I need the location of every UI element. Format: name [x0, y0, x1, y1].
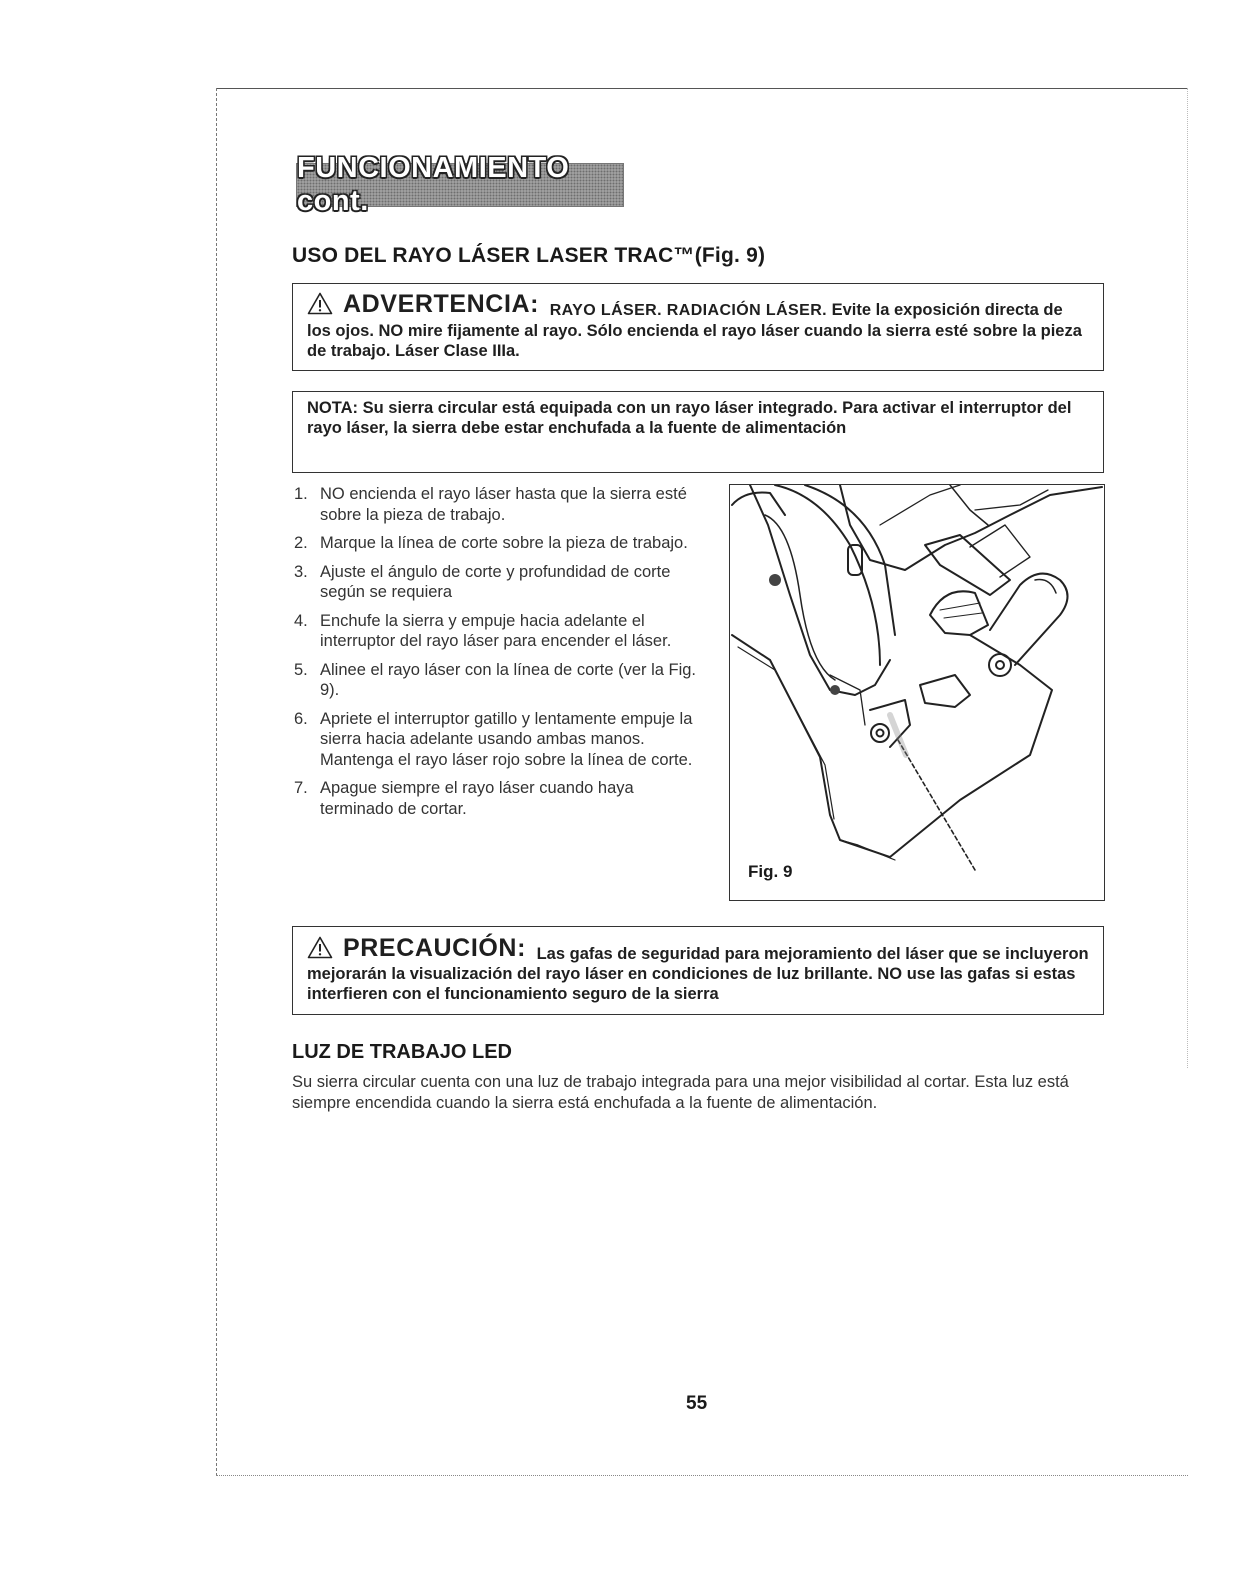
step-number: 7. [294, 779, 308, 797]
step-text: Marque la línea de corte sobre la pieza de trabajo. [320, 534, 688, 552]
warning-body: Evite la exposición directa de los ojos. NO mire fijamente al rayo. Sólo encienda el rayo láser cuando la sierra esté sobre la pieza de trabajo. Láser Clase IIIa. [307, 301, 1082, 360]
step-text: Apague siempre el rayo láser cuando haya terminado de cortar. [320, 779, 634, 818]
step-number: 5. [294, 660, 308, 679]
warning-triangle-icon [307, 292, 333, 315]
page-frame-top [216, 88, 1188, 89]
step-number: 2. [294, 534, 308, 552]
page-frame-right [1187, 88, 1188, 1068]
step-number: 4. [294, 611, 308, 630]
figure-caption: Fig. 9 [748, 862, 793, 881]
caution-header [307, 933, 532, 962]
step-text: NO encienda el rayo láser hasta que la sierra esté sobre la pieza de trabajo. [320, 485, 687, 524]
warning-triangle-icon [307, 936, 333, 959]
list-item [292, 533, 702, 554]
page-number: 55 [686, 1393, 708, 1414]
list-item [292, 709, 702, 771]
list-item [292, 562, 702, 603]
caution-body: Las gafas de seguridad para mejoramiento del láser que se incluyeron mejorarán la visualización del rayo láser en condiciones de luz brillante. NO use las gafas si estas interfieren con el funcionamiento seguro de la sierra [307, 945, 1089, 1003]
figure-9 [729, 484, 1105, 901]
step-text: Ajuste el ángulo de corte y profundidad de corte según se requiera [320, 562, 671, 601]
page-frame-bottom [216, 1475, 1188, 1476]
warning-box [292, 283, 1104, 371]
warning-caps-text: RAYO LÁSER. RADIACIÓN LÁSER. [549, 302, 827, 319]
list-item [292, 778, 702, 819]
banner-label: FUNCIONAMIENTO cont. [297, 152, 570, 217]
page-frame-left [216, 88, 217, 1476]
section-title: USO DEL RAYO LÁSER LASER TRAC™(Fig. 9) [292, 244, 766, 267]
step-text: Apriete el interruptor gatillo y lentamente empuje la sierra hacia adelante usando ambas manos. Mantenga el rayo láser rojo sobre la línea de corte. [320, 709, 693, 769]
circular-saw-illustration [730, 485, 1105, 901]
led-section-body: Su sierra circular cuenta con una luz de trabajo integrada para una mejor visibilidad al cortar. Esta luz está siempre encendida cuando la sierra está enchufada a la fuente de alimentación. [292, 1073, 1069, 1112]
step-number: 6. [294, 709, 308, 728]
step-text: Enchufe la sierra y empuje hacia adelante el interruptor del rayo láser para encender el láser. [320, 611, 672, 650]
caution-box [292, 926, 1104, 1015]
led-section-title: LUZ DE TRABAJO LED [292, 1041, 512, 1063]
list-item [292, 484, 702, 525]
list-item [292, 660, 702, 701]
step-number: 1. [294, 485, 308, 503]
section-banner [296, 152, 624, 217]
step-number: 3. [294, 562, 308, 581]
warning-word: ADVERTENCIA: [343, 289, 540, 318]
caution-word: PRECAUCIÓN: [343, 933, 526, 962]
step-text: Alinee el rayo láser con la línea de corte (ver la Fig. 9). [320, 660, 697, 699]
steps-list [292, 484, 702, 827]
list-item [292, 611, 702, 652]
warning-header [307, 289, 545, 318]
note-box [292, 391, 1104, 473]
note-text: NOTA: Su sierra circular está equipada con un rayo láser integrado. Para activar el interruptor del rayo láser, la sierra debe estar enchufada a la fuente de alimentación [307, 399, 1072, 437]
